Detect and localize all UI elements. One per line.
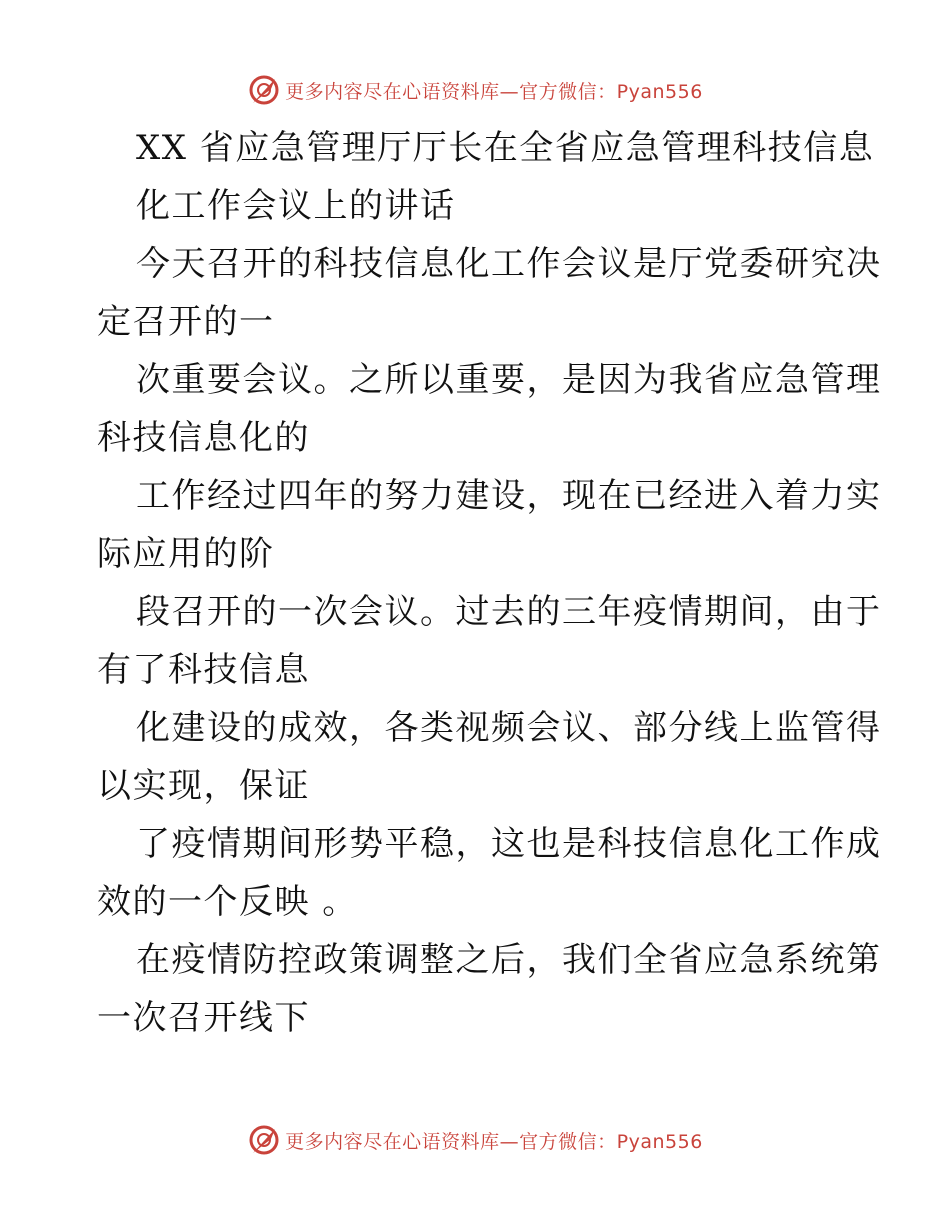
paragraph-line: 了疫情期间形势平稳，这也是科技信息化工作成: [136, 824, 882, 864]
paragraph-line: 际应用的阶: [97, 534, 275, 574]
watermark-text: 更多内容尽在心语资料库—官方微信：Pyan556: [285, 80, 703, 103]
paragraph-line: 在疫情防控政策调整之后，我们全省应急系统第: [136, 940, 882, 980]
paragraph-line: 一次召开线下: [97, 998, 310, 1038]
paragraph-line: 以实现，保证: [97, 766, 310, 806]
paragraph-line: 定召开的一: [97, 302, 275, 342]
paragraph-line: 段召开的一次会议。过去的三年疫情期间，由于: [136, 592, 882, 632]
watermark-header: [0, 70, 950, 110]
quill-logo-icon: [247, 1123, 281, 1157]
paragraph-line: 今天召开的科技信息化工作会议是厅党委研究决: [136, 244, 882, 284]
watermark-text: 更多内容尽在心语资料库—官方微信：Pyan556: [285, 1130, 703, 1153]
paragraph-line: 科技信息化的: [97, 418, 310, 458]
doc-title-line-1: XX 省应急管理厅厅长在全省应急管理科技信息: [136, 128, 875, 168]
doc-title-line-2: 化工作会议上的讲话: [136, 186, 456, 226]
paragraph-line: 工作经过四年的努力建设，现在已经进入着力实: [136, 476, 882, 516]
paragraph-line: 有了科技信息: [97, 650, 310, 690]
watermark-footer: [0, 1120, 950, 1160]
quill-logo-icon: [247, 73, 281, 107]
paragraph-line: 化建设的成效，各类视频会议、部分线上监管得: [136, 708, 882, 748]
paragraph-line: 次重要会议。之所以重要，是因为我省应急管理: [136, 360, 882, 400]
paragraph-line: 效的一个反映 。: [97, 882, 358, 922]
